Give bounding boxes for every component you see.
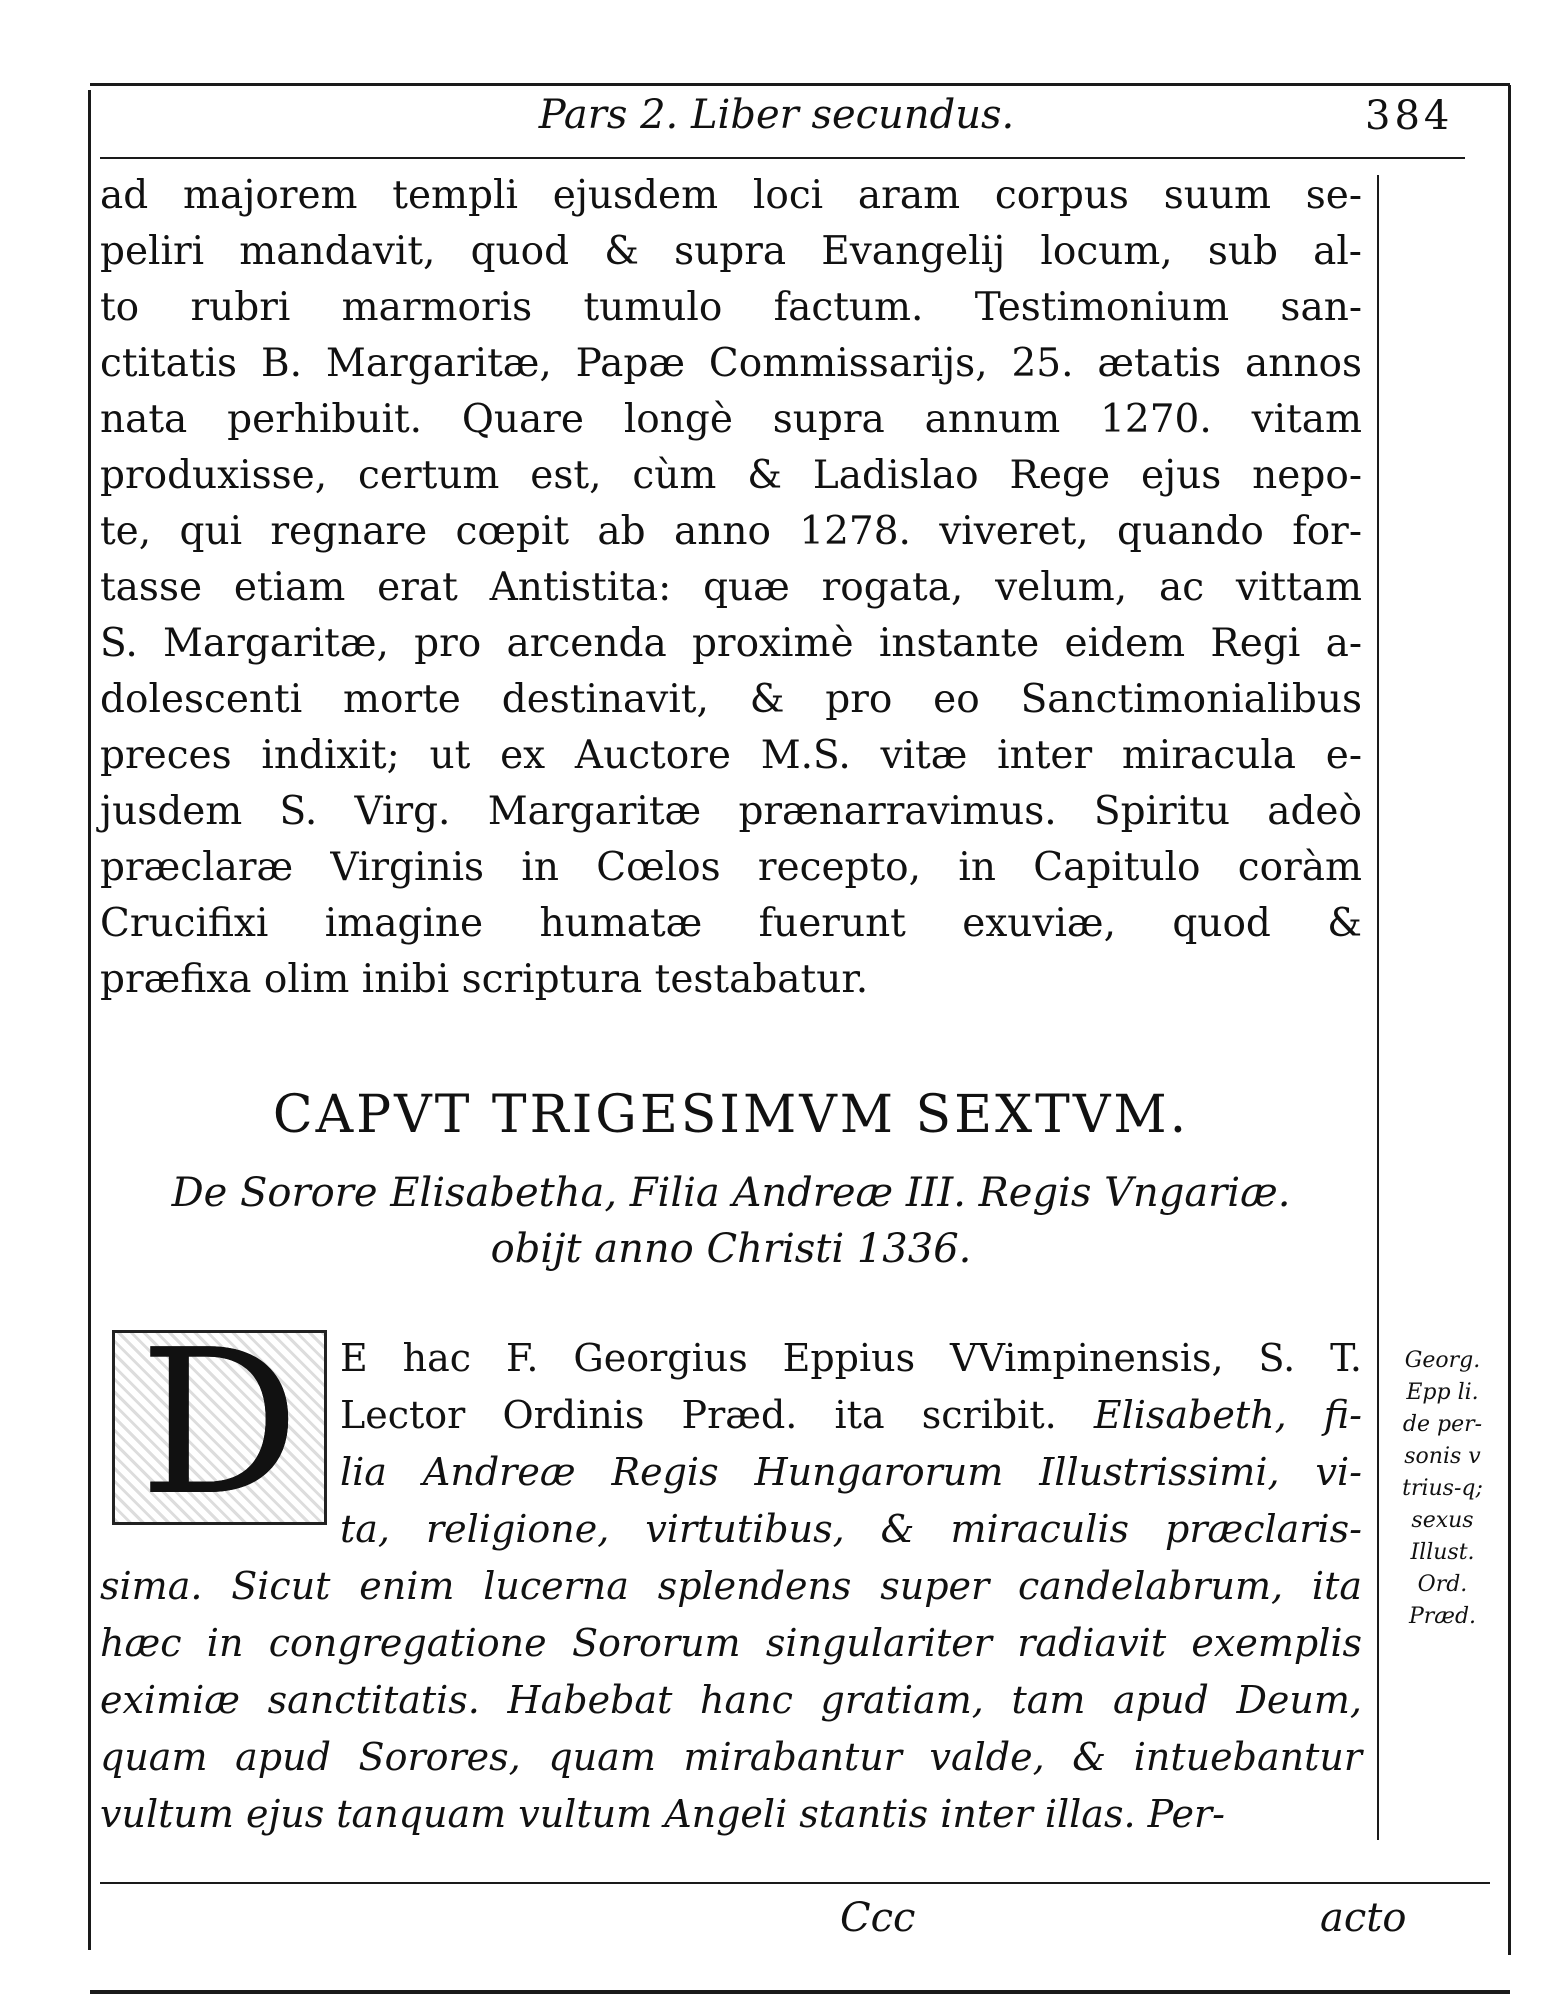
page-frame-left [88, 90, 91, 1950]
chapter-subtitle [100, 1165, 1362, 1277]
text-line: jusdem S. Virg. Margaritæ prænarravimus. Spiritu adeò [100, 789, 1362, 834]
marginal-note-line: sonis v [1404, 1444, 1481, 1469]
bottom-rule [90, 1990, 1510, 1994]
text-line: E hac F. Georgius Eppius VVimpinensis, S. T. [340, 1336, 1362, 1380]
text-line: ta, religione, virtutibus, & miraculis præclaris- [340, 1507, 1362, 1551]
text-line: vultum ejus tanquam vultum Angeli stantis inter illas. Per- [100, 1792, 1225, 1836]
text-line: præclaræ Virginis in Cœlos recepto, in Capitulo coràm [100, 845, 1362, 890]
text-line [340, 1387, 1362, 1444]
marginal-note-line: Præd. [1408, 1604, 1477, 1629]
page-number: 384 [1365, 93, 1454, 139]
chapter-title: CAPVT TRIGESIMVM SEXTVM. [272, 1085, 1190, 1145]
chapter-subtitle-line: obijt anno Christi 1336. [490, 1226, 972, 1272]
body-text [100, 168, 1362, 1008]
text-line: quam apud Sorores, quam mirabantur valde, & intuebantur [100, 1735, 1362, 1779]
text-line: produxisse, certum est, cùm & Ladislao Rege ejus nepo- [100, 453, 1362, 498]
text-line: ad majorem templi ejusdem loci aram corpus suum se- [100, 173, 1362, 218]
text-span: Elisabeth, fi- [1093, 1393, 1362, 1437]
footer-rule [100, 1882, 1490, 1884]
text-line: ctitatis B. Margaritæ, Papæ Commissarijs, 25. ætatis annos [100, 341, 1362, 386]
text-line: præfixa olim inibi scriptura testabatur. [100, 957, 869, 1002]
text-line: Crucifixi imagine humatæ fuerunt exuviæ, quod & [100, 901, 1362, 946]
text-line: dolescenti morte destinavit, & pro eo Sanctimonialibus [100, 677, 1362, 722]
page-frame-right [1508, 85, 1511, 1955]
marginal-note-line: Illust. [1410, 1540, 1475, 1565]
text-line: peliri mandavit, quod & supra Evangelij locum, sub al- [100, 229, 1362, 274]
chapter-paragraph [100, 1330, 1362, 1843]
running-head: Pars 2. Liber secundus. [538, 92, 1015, 138]
marginal-note-line: sexus [1411, 1508, 1474, 1533]
signature-mark: Ccc [840, 1895, 916, 1941]
text-line: tasse etiam erat Antistita: quæ rogata, velum, ac vittam [100, 565, 1362, 610]
text-line: sima. Sicut enim lucerna splendens super candelabrum, ita [100, 1564, 1362, 1608]
top-rule [90, 83, 1510, 86]
marginal-note-line: trius-q; [1402, 1476, 1483, 1501]
catchword: acto [1320, 1895, 1407, 1941]
drop-cap-letter: D [139, 1306, 300, 1540]
marginal-note-line: de per- [1402, 1412, 1483, 1437]
marginal-note-line: Epp li. [1406, 1380, 1479, 1405]
text-line: hæc in congregatione Sororum singulariter radiavit exemplis [100, 1621, 1362, 1665]
text-line: eximiæ sanctitatis. Habebat hanc gratiam, tam apud Deum, [100, 1678, 1362, 1722]
text-line: nata perhibuit. Quare longè supra annum 1270. vitam [100, 397, 1362, 442]
text-span: Lector Ordinis Præd. ita scribit. [340, 1393, 1094, 1437]
header-rule [100, 157, 1465, 159]
chapter-subtitle-line: De Sorore Elisabetha, Filia Andreæ III. Regis Vngariæ. [171, 1170, 1291, 1216]
text-line: te, qui regnare cœpit ab anno 1278. viveret, quando for- [100, 509, 1362, 554]
marginal-note-line: Georg. [1404, 1348, 1481, 1373]
marginal-note-line: Ord. [1417, 1572, 1468, 1597]
text-line: S. Margaritæ, pro arcenda proximè instante eidem Regi a- [100, 621, 1362, 666]
margin-rule [1377, 175, 1379, 1840]
marginal-note [1385, 1345, 1500, 1633]
text-line: lia Andreæ Regis Hungarorum Illustrissimi, vi- [340, 1450, 1362, 1494]
text-line: preces indixit; ut ex Auctore M.S. vitæ inter miracula e- [100, 733, 1362, 778]
text-line: to rubri marmoris tumulo factum. Testimonium san- [100, 285, 1362, 330]
